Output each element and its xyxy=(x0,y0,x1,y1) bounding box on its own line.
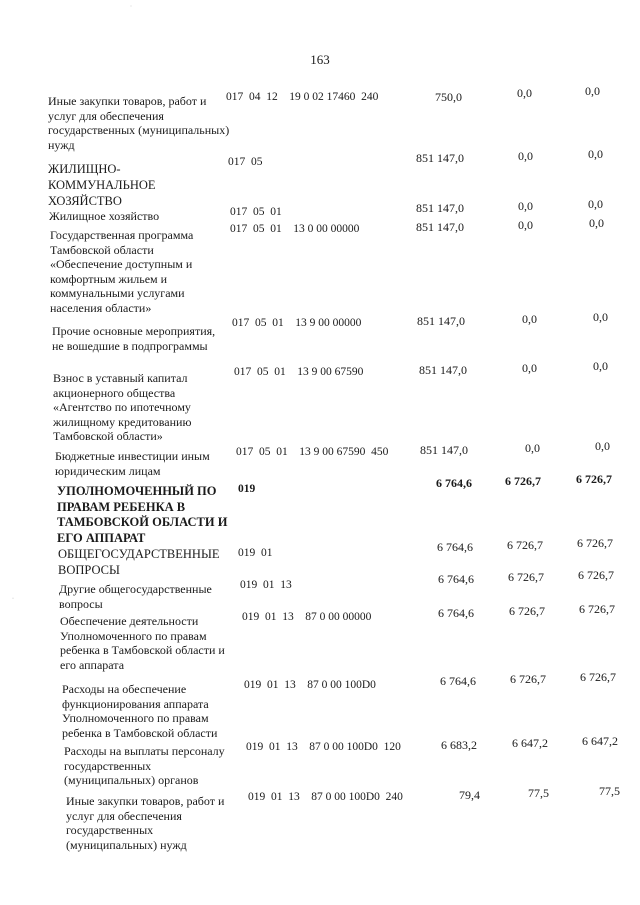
row-name: Бюджетные инвестиции иным юридическим лицам xyxy=(55,449,210,478)
row-name: ЖИЛИЩНО-КОММУНАЛЬНОЕ ХОЗЯЙСТВО xyxy=(48,162,156,208)
value-col1: 6 764,6 xyxy=(440,674,476,688)
value-col3: 77,5 xyxy=(599,784,620,798)
scan-mark: · xyxy=(12,596,14,602)
row-name: Государственная программа Тамбовской области «Обеспечение доступным и комфортным жильем и коммунальными услугами населения области» xyxy=(50,228,194,315)
row-code: 019 01 13 87 0 00 100D0 120 xyxy=(246,741,401,753)
row-code: 019 xyxy=(238,483,256,495)
value-col1: 750,0 xyxy=(435,90,462,104)
row-code: 017 05 xyxy=(228,156,263,168)
value-col3: 0,0 xyxy=(595,439,610,453)
row-code: 019 01 13 87 0 00 00000 xyxy=(242,611,372,623)
value-col1: 6 764,6 xyxy=(437,540,473,554)
value-col2: 6 647,2 xyxy=(512,736,548,750)
row-code: 017 05 01 13 9 00 00000 xyxy=(232,317,362,329)
value-col2: 0,0 xyxy=(517,86,532,100)
value-col3: 6 647,2 xyxy=(582,734,618,748)
value-col2: 0,0 xyxy=(525,441,540,455)
value-col2: 0,0 xyxy=(518,218,533,232)
value-col1: 6 764,6 xyxy=(438,572,474,586)
value-col2: 6 726,7 xyxy=(507,538,543,552)
value-col1: 851 147,0 xyxy=(420,443,468,457)
row-code: 019 01 xyxy=(238,547,273,559)
row-code: 019 01 13 87 0 00 100D0 240 xyxy=(248,791,403,803)
value-col1: 851 147,0 xyxy=(416,201,464,215)
row-name: Расходы на выплаты персоналу государственных (муниципальных) органов xyxy=(64,744,225,787)
row-name: Расходы на обеспечение функционирования аппарата Уполномоченного по правам ребенка в Тамбовской области xyxy=(62,682,218,740)
row-code: 019 01 13 xyxy=(240,579,292,591)
value-col1: 851 147,0 xyxy=(419,363,467,377)
value-col2: 0,0 xyxy=(522,312,537,326)
row-name: УПОЛНОМОЧЕННЫЙ ПО ПРАВАМ РЕБЕНКА В ТАМБОВСКОЙ ОБЛАСТИ И ЕГО АППАРАТ xyxy=(57,484,228,545)
row-name: Иные закупки товаров, работ и услуг для обеспечения государственных (муниципальных) нужд xyxy=(48,94,230,152)
page-number: 163 xyxy=(310,52,330,67)
row-name: Иные закупки товаров, работ и услуг для обеспечения государственных (муниципальных) нужд xyxy=(66,794,225,852)
value-col3: 0,0 xyxy=(588,197,603,211)
value-col3: 6 726,7 xyxy=(577,536,613,550)
value-col3: 6 726,7 xyxy=(580,670,616,684)
value-col3: 6 726,7 xyxy=(576,472,612,486)
row-name: Обеспечение деятельности Уполномоченного по правам ребенка в Тамбовской области и его аппарата xyxy=(60,614,225,672)
value-col2: 0,0 xyxy=(518,199,533,213)
row-name: Взнос в уставный капитал акционерного общества «Агентство по ипотечному жилищному кредитованию Тамбовской области» xyxy=(53,371,192,443)
value-col2: 0,0 xyxy=(518,149,533,163)
value-col2: 6 726,7 xyxy=(508,570,544,584)
value-col3: 0,0 xyxy=(588,147,603,161)
value-col2: 6 726,7 xyxy=(505,474,541,488)
value-col1: 6 764,6 xyxy=(438,606,474,620)
value-col1: 851 147,0 xyxy=(416,151,464,165)
value-col3: 0,0 xyxy=(585,84,600,98)
value-col2: 6 726,7 xyxy=(509,604,545,618)
row-code: 017 05 01 13 0 00 00000 xyxy=(230,223,360,235)
value-col2: 77,5 xyxy=(528,786,549,800)
value-col1: 79,4 xyxy=(459,788,480,802)
row-name: Жилищное хозяйство xyxy=(49,209,160,223)
value-col2: 6 726,7 xyxy=(510,672,546,686)
row-code: 017 05 01 13 9 00 67590 450 xyxy=(236,446,389,458)
value-col2: 0,0 xyxy=(522,361,537,375)
value-col3: 6 726,7 xyxy=(578,568,614,582)
row-name: ОБЩЕГОСУДАРСТВЕННЫЕ ВОПРОСЫ xyxy=(58,547,220,577)
value-col3: 6 726,7 xyxy=(579,602,615,616)
row-name: Прочие основные мероприятия, не вошедшие в подпрограммы xyxy=(52,324,216,353)
row-code: 017 05 01 13 9 00 67590 xyxy=(234,366,364,378)
row-code: 019 01 13 87 0 00 100D0 xyxy=(244,679,376,691)
row-code: 017 04 12 19 0 02 17460 240 xyxy=(226,91,379,103)
row-code: 017 05 01 xyxy=(230,206,282,218)
row-name: Другие общегосударственные вопросы xyxy=(59,582,212,611)
value-col1: 851 147,0 xyxy=(416,220,464,234)
value-col1: 6 683,2 xyxy=(441,738,477,752)
value-col1: 6 764,6 xyxy=(436,476,472,490)
value-col3: 0,0 xyxy=(589,216,604,230)
value-col1: 851 147,0 xyxy=(417,314,465,328)
value-col3: 0,0 xyxy=(593,310,608,324)
value-col3: 0,0 xyxy=(593,359,608,373)
scan-mark: ˈ xyxy=(130,6,132,12)
